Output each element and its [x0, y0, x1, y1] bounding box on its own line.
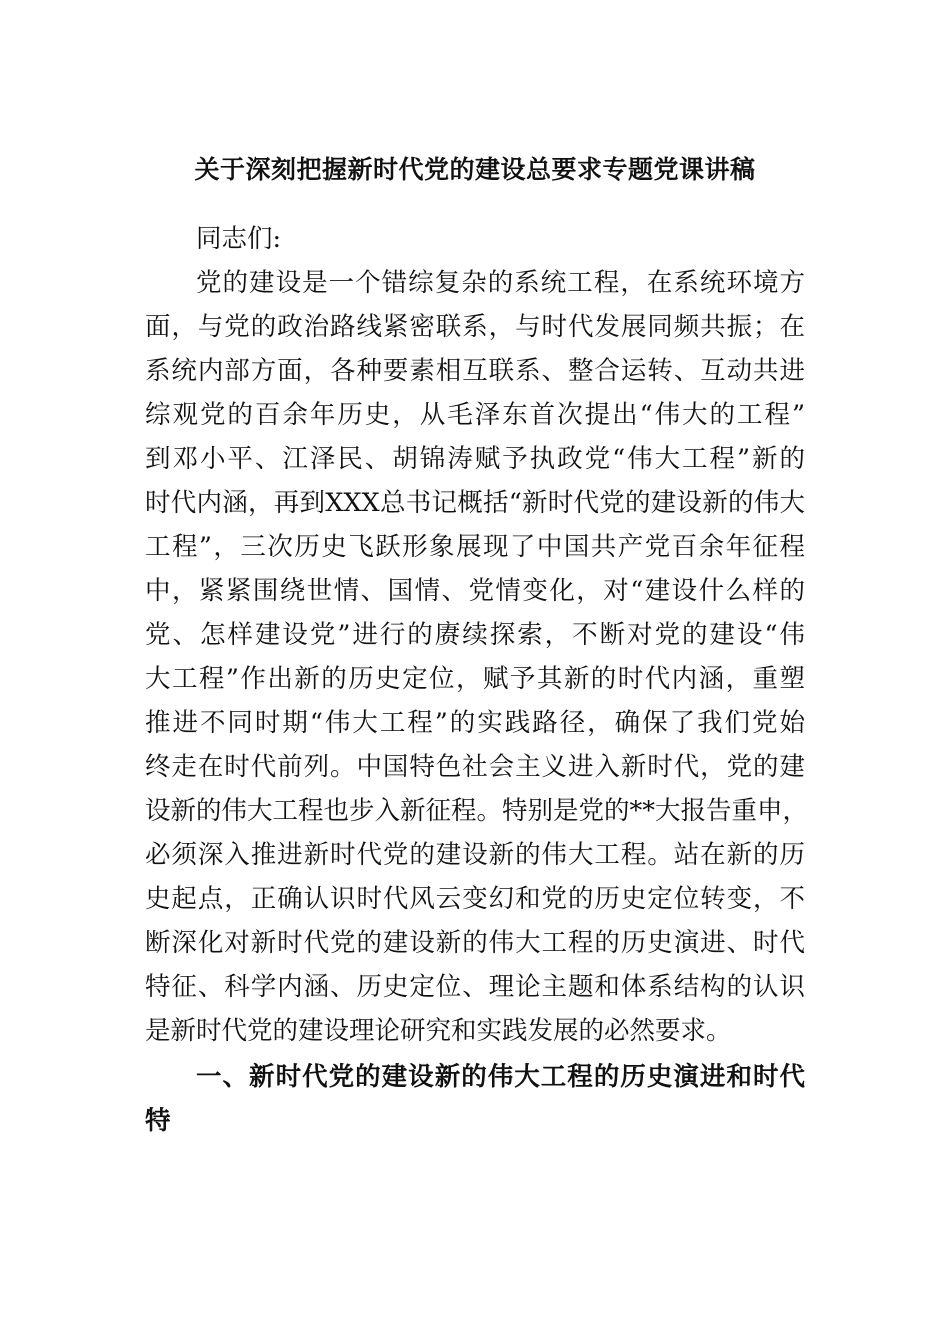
body-line: 党、怎样建设党”进行的赓续探索，不断对党的建设“伟: [145, 620, 805, 650]
section-heading-continued: 特: [145, 1106, 171, 1136]
body-line: 时代内涵，再到XXX总书记概括“新时代党的建设新的伟大: [145, 488, 805, 518]
document-title: 关于深刻把握新时代党的建设总要求专题党课讲稿: [194, 155, 756, 184]
body-line: 终走在时代前列。中国特色社会主义进入新时代，党的建: [145, 752, 805, 782]
body-line: 设新的伟大工程也步入新征程。特别是党的**大报告重申，: [145, 796, 809, 826]
section-heading: 一、新时代党的建设新的伟大工程的历史演进和时代: [196, 1062, 805, 1092]
body-line: 综观党的百余年历史，从毛泽东首次提出“伟大的工程”: [145, 400, 805, 430]
body-line: 到邓小平、江泽民、胡锦涛赋予执政党“伟大工程”新的: [145, 444, 805, 474]
body-line: 推进不同时期“伟大工程”的实践路径，确保了我们党始: [145, 708, 805, 738]
body-line: 系统内部方面，各种要素相互联系、整合运转、互动共进: [145, 356, 805, 386]
body-line: 大工程”作出新的历史定位，赋予其新的时代内涵，重塑: [145, 664, 805, 694]
salutation: 同志们:: [196, 224, 282, 254]
body-line: 是新时代党的建设理论研究和实践发展的必然要求。: [145, 1016, 732, 1046]
body-line: 必须深入推进新时代党的建设新的伟大工程。站在新的历: [145, 840, 805, 870]
body-line: 党的建设是一个错综复杂的系统工程，在系统环境方: [196, 268, 805, 298]
body-line: 面，与党的政治路线紧密联系，与时代发展同频共振；在: [145, 312, 805, 342]
body-line: 史起点，正确认识时代风云变幻和党的历史定位转变，不: [145, 884, 805, 914]
body-line: 工程”，三次历史飞跃形象展现了中国共产党百余年征程: [145, 532, 805, 562]
body-line: 特征、科学内涵、历史定位、理论主题和体系结构的认识: [145, 972, 805, 1002]
body-line: 中，紧紧围绕世情、国情、党情变化，对“建设什么样的: [145, 576, 805, 606]
body-line: 断深化对新时代党的建设新的伟大工程的历史演进、时代: [145, 928, 805, 958]
